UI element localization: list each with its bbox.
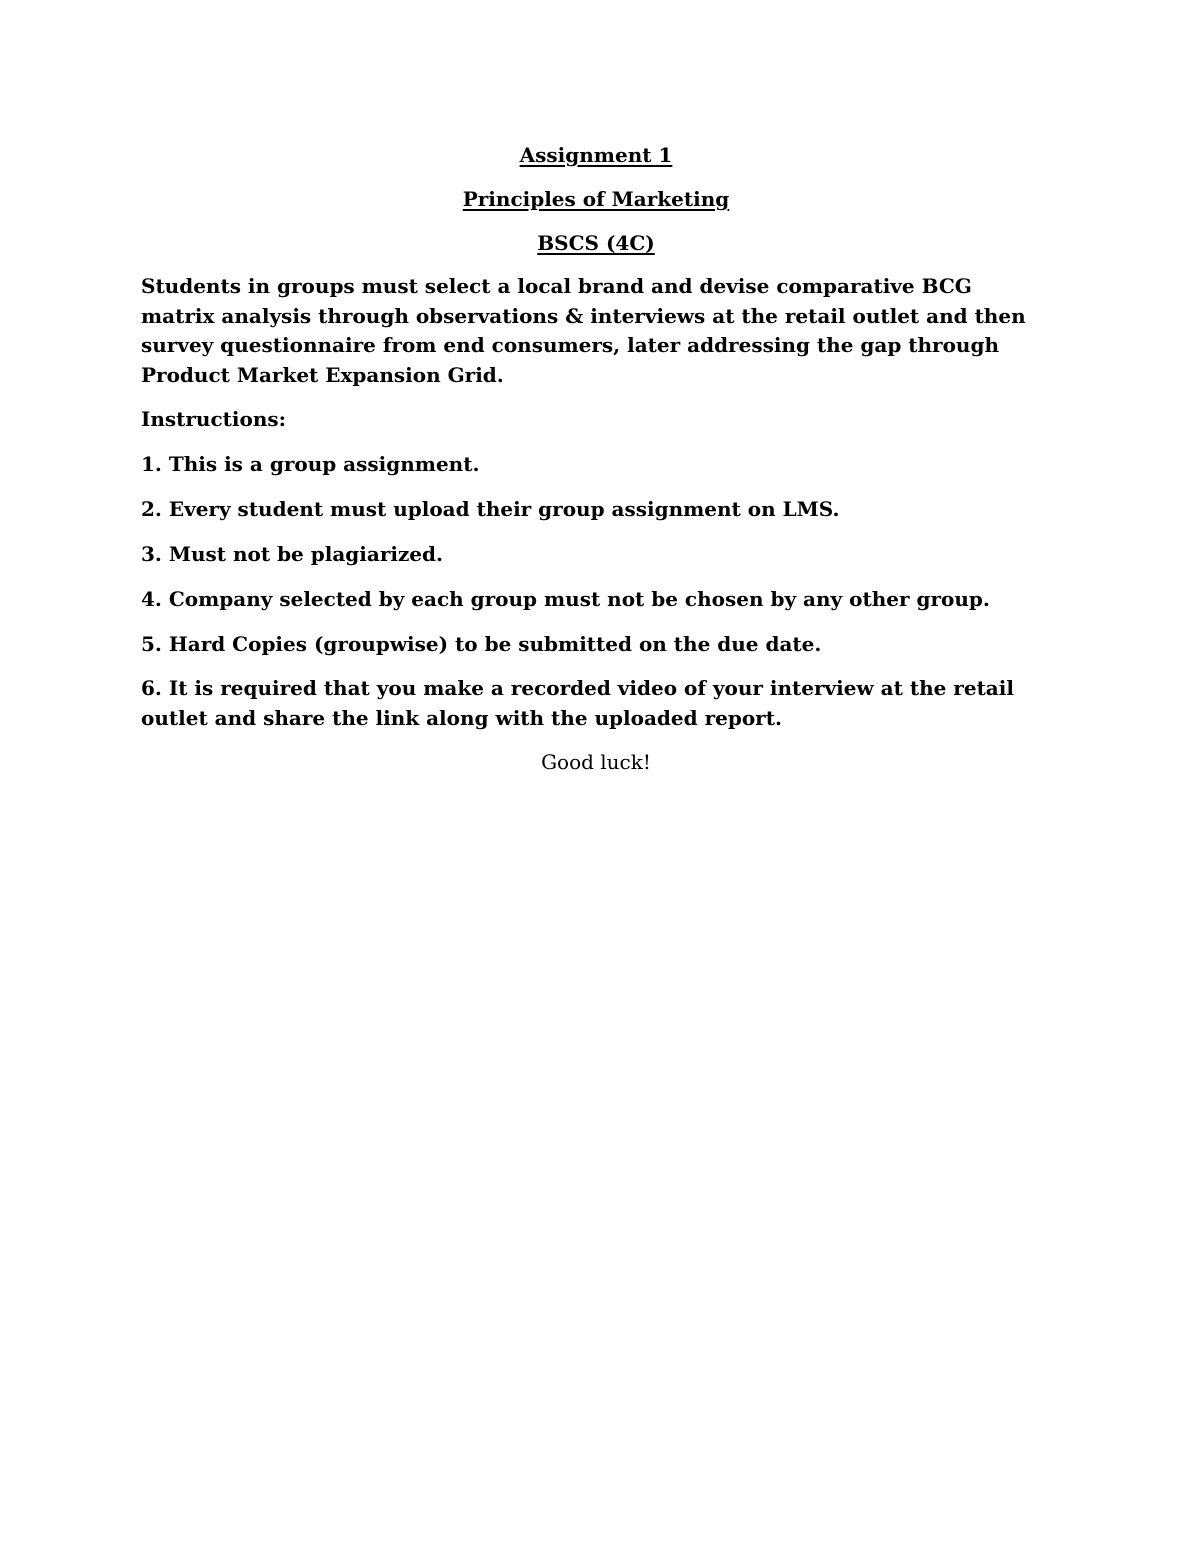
instruction-item: 6. It is required that you make a recorded video of your interview at the retail outlet and share the link along with the uploaded report. — [141, 676, 1014, 730]
course-title: Principles of Marketing — [462, 187, 730, 211]
instruction-item: 2. Every student must upload their group assignment on LMS. — [141, 497, 840, 521]
instructions-list — [141, 449, 1051, 733]
instructions-heading: Instructions: — [141, 407, 287, 431]
instruction-item: 5. Hard Copies (groupwise) to be submitted on the due date. — [141, 632, 822, 656]
assignment-title: Assignment 1 — [519, 143, 673, 167]
instruction-item: 1. This is a group assignment. — [141, 452, 480, 476]
assignment-description: Students in groups must select a local brand and devise comparative BCG matrix analysis through observations & interviews at the retail outlet and then survey questionnaire from end consumers, later addressing the gap through Product Market Expansion Grid. — [141, 274, 1026, 387]
instruction-item: 4. Company selected by each group must not be chosen by any other group. — [141, 587, 990, 611]
section-title: BSCS (4C) — [537, 231, 655, 255]
document-content — [141, 140, 1051, 777]
instruction-item: 3. Must not be plagiarized. — [141, 542, 443, 566]
closing-text: Good luck! — [541, 750, 651, 774]
